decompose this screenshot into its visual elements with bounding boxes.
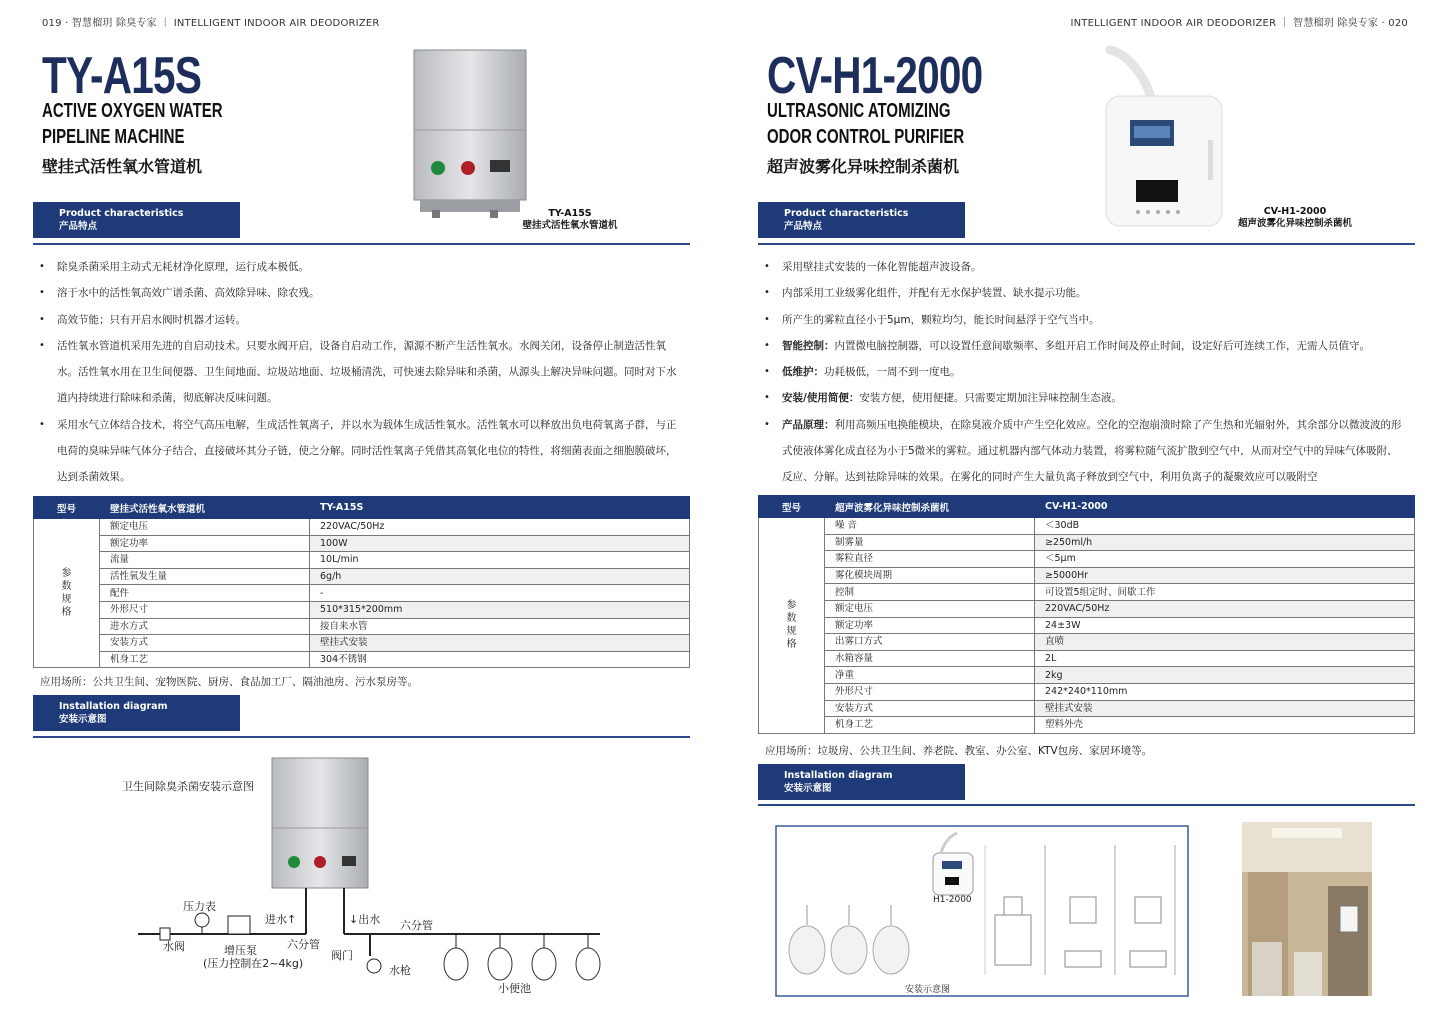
table-row <box>759 667 1415 684</box>
table-cell-value: ≥250ml/h <box>1035 534 1415 551</box>
table-cell-param: 进水方式 <box>100 618 310 635</box>
table-cell-param: 出雾口方式 <box>825 634 1035 651</box>
table-row <box>759 567 1415 584</box>
table-header: 超声波雾化异味控制杀菌机 <box>825 496 1035 518</box>
table-cell-value: 242*240*110mm <box>1035 683 1415 700</box>
table-row <box>759 617 1415 634</box>
feature-list <box>33 254 683 491</box>
list-item <box>758 359 1408 385</box>
illustration-caption: 安装示意图 <box>905 985 951 995</box>
application-text: 应用场所：公共卫生间、宠物医院、厨房、食品加工厂、隔油池房、污水泵房等。 <box>40 676 418 688</box>
table-row <box>34 635 690 652</box>
divider <box>758 804 1415 806</box>
table-cell-param: 噪 音 <box>825 518 1035 535</box>
table-cell-param: 控制 <box>825 584 1035 601</box>
installation-banner <box>33 695 240 731</box>
right-page <box>725 0 1450 1025</box>
list-item-bold: 低维护： <box>782 366 824 379</box>
list-item-text: 内部采用工业级雾化组件，并配有无水保护装置、缺水提示功能。 <box>782 287 1087 300</box>
product-image-ty-a15s <box>410 48 530 218</box>
table-cell-value: 100W <box>310 535 690 552</box>
subtitle-en-1: ACTIVE OXYGEN WATER <box>42 100 223 122</box>
table-cell-value: ≥5000Hr <box>1035 567 1415 584</box>
list-item <box>758 385 1408 411</box>
image-caption-model: TY-A15S <box>548 208 592 219</box>
table-cell-value: 2L <box>1035 650 1415 667</box>
table-cell-param: 安装方式 <box>100 635 310 652</box>
table-cell-value: 10L/min <box>310 552 690 569</box>
table-cell-param: 外形尺寸 <box>825 683 1035 700</box>
table-row <box>759 717 1415 734</box>
diagram-title: 卫生间除臭杀菌安装示意图 <box>122 780 254 793</box>
subtitle-cn: 壁挂式活性氧水管道机 <box>42 157 203 176</box>
pipe-label-1: 六分管 <box>287 938 320 951</box>
list-item <box>758 412 1408 491</box>
characteristics-cn: 产品特点 <box>784 221 823 232</box>
table-cell-value: 壁挂式安装 <box>310 635 690 652</box>
table-cell-param: 活性氧发生量 <box>100 568 310 585</box>
characteristics-banner <box>33 202 240 238</box>
table-cell-value: 220VAC/50Hz <box>310 519 690 536</box>
pressure-gauge-label: 压力表 <box>183 900 216 913</box>
page-header: 019 · 智慧榴玥 除臭专家 ｜ INTELLIGENT INDOOR AIR DEODORIZER <box>42 18 380 29</box>
subtitle-en-2: ODOR CONTROL PURIFIER <box>767 126 965 148</box>
table-cell-value: 接自来水管 <box>310 618 690 635</box>
inlet-label: 进水↑ <box>265 913 297 926</box>
table-cell-param: 净重 <box>825 667 1035 684</box>
table-cell-value: 220VAC/50Hz <box>1035 600 1415 617</box>
water-gun-label: 水枪 <box>389 964 411 977</box>
list-item-text: 利用高频压电换能模块，在除臭液介质中产生空化效应。空化的空泡崩溃时除了产生热和光辐射外，其余部分以微波波的形式使液体雾化成直径为小于5微米的雾粒。通过机器内部气体动力装置，将雾粒随气流扩散到空气中，从而对空气中的异味气体吸附、反应、分解。达到祛除异味的效果。在雾化的同时产生大量负离子释放到空气中，利用负离子的凝聚效应可以吸附空 <box>782 418 1402 484</box>
list-item: • 活性氧水管道机采用先进的自启动技术。只要水阀开启，设备自启动工作，源源不断产生活性氧水。水阀关闭，设备停止制造活性氧水。活性氧水用在卫生间便器、卫生间地面、垃圾站地面、垃圾桶清洗，可快速去除异味和杀菌，从源头上解决异味问题。同时对下水道内持续进行除味和杀菌，彻底解决反味问题。 <box>33 333 683 412</box>
list-item-text: 内置微电脑控制器，可以设置任意间歇频率、多组开启工作时间及停止时间，设定好后可连续工作，无需人员值守。 <box>834 339 1370 352</box>
table-row <box>34 651 690 668</box>
table-row <box>759 683 1415 700</box>
product-image-cv-h1 <box>1100 44 1230 230</box>
table-cell-value: ＜30dB <box>1035 518 1415 535</box>
subtitle-en-2: PIPELINE MACHINE <box>42 126 185 148</box>
pump-label: 增压泵 <box>224 944 257 957</box>
divider <box>758 243 1415 245</box>
gate-label: 阀门 <box>331 949 353 962</box>
installation-banner <box>758 764 965 800</box>
spec-table <box>758 495 1415 734</box>
outlet-label: ↓出水 <box>349 913 381 926</box>
list-item: • 除臭杀菌采用主动式无耗材净化原理，运行成本极低。 <box>33 254 683 280</box>
table-cell-value: 2kg <box>1035 667 1415 684</box>
table-cell-value: 壁挂式安装 <box>1035 700 1415 717</box>
characteristics-en: Product characteristics <box>59 208 184 219</box>
table-cell-value: 304不锈钢 <box>310 651 690 668</box>
table-group-label: 参 数 规 格 <box>34 519 100 668</box>
table-header: 壁挂式活性氧水管道机 <box>100 497 310 519</box>
application-text: 应用场所：垃圾房、公共卫生间、养老院、教室、办公室、KTV包房、家居环境等。 <box>765 745 1153 757</box>
urinal-label: 小便池 <box>498 982 531 995</box>
table-row <box>34 568 690 585</box>
table-header: 型号 <box>34 497 100 519</box>
table-row <box>759 551 1415 568</box>
list-item <box>758 307 1408 333</box>
characteristics-en: Product characteristics <box>784 208 909 219</box>
list-item: • 采用水气立体结合技术，将空气高压电解，生成活性氧离子，并以水为载体生成活性氧水。活性氧水可以释放出负电荷氧离子群，与正电荷的臭味异味气体分子结合，直接破坏其分子链，使之分解。同时活性氧离子凭借其高氧化电位的特性，将细菌表面之细胞膜破坏，达到杀菌效果。 <box>33 412 683 491</box>
image-caption-model: CV-H1-2000 <box>1263 206 1327 217</box>
list-item-bold: 产品原理： <box>782 418 835 431</box>
list-item-text: 功耗极低，一周不到一度电。 <box>824 366 961 379</box>
table-row <box>759 600 1415 617</box>
table-row <box>34 618 690 635</box>
table-row <box>759 534 1415 551</box>
list-item-text: 采用壁挂式安装的一体化智能超声波设备。 <box>782 261 982 273</box>
list-item <box>758 333 1408 359</box>
table-cell-value: 6g/h <box>310 568 690 585</box>
image-caption <box>1225 206 1365 230</box>
characteristics-banner <box>758 202 965 238</box>
table-cell-param: 机身工艺 <box>100 651 310 668</box>
divider <box>33 243 690 245</box>
table-row <box>34 585 690 602</box>
list-item-bold: 安装/使用简便： <box>782 392 860 405</box>
table-cell-value: ＜5μm <box>1035 551 1415 568</box>
plumbing-diagram <box>130 756 610 1006</box>
divider <box>33 736 690 738</box>
list-item <box>758 280 1408 306</box>
table-row <box>759 634 1415 651</box>
installation-illustration <box>775 825 1189 997</box>
table-header: TY-A15S <box>310 497 690 519</box>
table-cell-param: 流量 <box>100 552 310 569</box>
table-cell-value: - <box>310 585 690 602</box>
installation-cn: 安装示意图 <box>784 783 832 794</box>
table-header: 型号 <box>759 496 825 518</box>
table-cell-param: 机身工艺 <box>825 717 1035 734</box>
list-item <box>758 254 1408 280</box>
table-cell-param: 安装方式 <box>825 700 1035 717</box>
image-caption <box>500 208 640 232</box>
spec-table <box>33 496 690 668</box>
table-group-label: 参 数 规 格 <box>759 518 825 734</box>
list-item-bold: 智能控制： <box>782 339 835 352</box>
model-title: TY-A15S <box>42 47 202 105</box>
table-cell-param: 额定功率 <box>825 617 1035 634</box>
table-cell-value: 24±3W <box>1035 617 1415 634</box>
installation-en: Installation diagram <box>784 770 893 781</box>
device-label: H1-2000 <box>933 895 972 905</box>
list-item-text: 所产生的雾粒直径小于5μm，颗粒均匀，能长时间悬浮于空气当中。 <box>782 313 1100 326</box>
table-row <box>34 601 690 618</box>
installation-cn: 安装示意图 <box>59 714 107 725</box>
list-item: • 高效节能；只有开启水阀时机器才运转。 <box>33 307 683 333</box>
installation-en: Installation diagram <box>59 701 168 712</box>
table-cell-param: 制雾量 <box>825 534 1035 551</box>
table-cell-value: 可设置5组定时、间歇工作 <box>1035 584 1415 601</box>
table-row <box>34 552 690 569</box>
list-item: • 溶于水中的活性氧高效广谱杀菌、高效除异味、除农残。 <box>33 280 683 306</box>
characteristics-cn: 产品特点 <box>59 221 98 232</box>
table-row <box>34 519 690 536</box>
pump-note: (压力控制在2~4kg) <box>203 957 304 970</box>
table-cell-param: 水箱容量 <box>825 650 1035 667</box>
table-row <box>759 650 1415 667</box>
subtitle-en-1: ULTRASONIC ATOMIZING <box>767 100 951 122</box>
table-header: CV-H1-2000 <box>1035 496 1415 518</box>
image-caption-name: 壁挂式活性氧水管道机 <box>522 220 618 231</box>
table-cell-param: 雾化模块周期 <box>825 567 1035 584</box>
table-cell-param: 额定功率 <box>100 535 310 552</box>
model-title: CV-H1-2000 <box>767 47 983 105</box>
valve-label: 水阀 <box>163 940 185 953</box>
feature-list <box>758 254 1408 491</box>
table-cell-param: 配件 <box>100 585 310 602</box>
table-row <box>759 518 1415 535</box>
table-cell-value: 直喷 <box>1035 634 1415 651</box>
subtitle-cn: 超声波雾化异味控制杀菌机 <box>767 157 960 176</box>
image-caption-name: 超声波雾化异味控制杀菌机 <box>1237 218 1352 229</box>
table-cell-value: 塑料外壳 <box>1035 717 1415 734</box>
table-row <box>34 535 690 552</box>
table-cell-value: 510*315*200mm <box>310 601 690 618</box>
pipe-label-2: 六分管 <box>400 919 433 932</box>
table-cell-param: 额定电压 <box>100 519 310 536</box>
table-cell-param: 外形尺寸 <box>100 601 310 618</box>
page-header: INTELLIGENT INDOOR AIR DEODORIZER ｜ 智慧榴玥 除臭专家 · 020 <box>1070 18 1408 29</box>
table-cell-param: 雾粒直径 <box>825 551 1035 568</box>
table-row <box>759 584 1415 601</box>
table-cell-param: 额定电压 <box>825 600 1035 617</box>
restroom-photo <box>1242 822 1372 996</box>
list-item-text: 安装方便，使用便捷。只需要定期加注异味控制生态液。 <box>859 392 1122 405</box>
table-row <box>759 700 1415 717</box>
